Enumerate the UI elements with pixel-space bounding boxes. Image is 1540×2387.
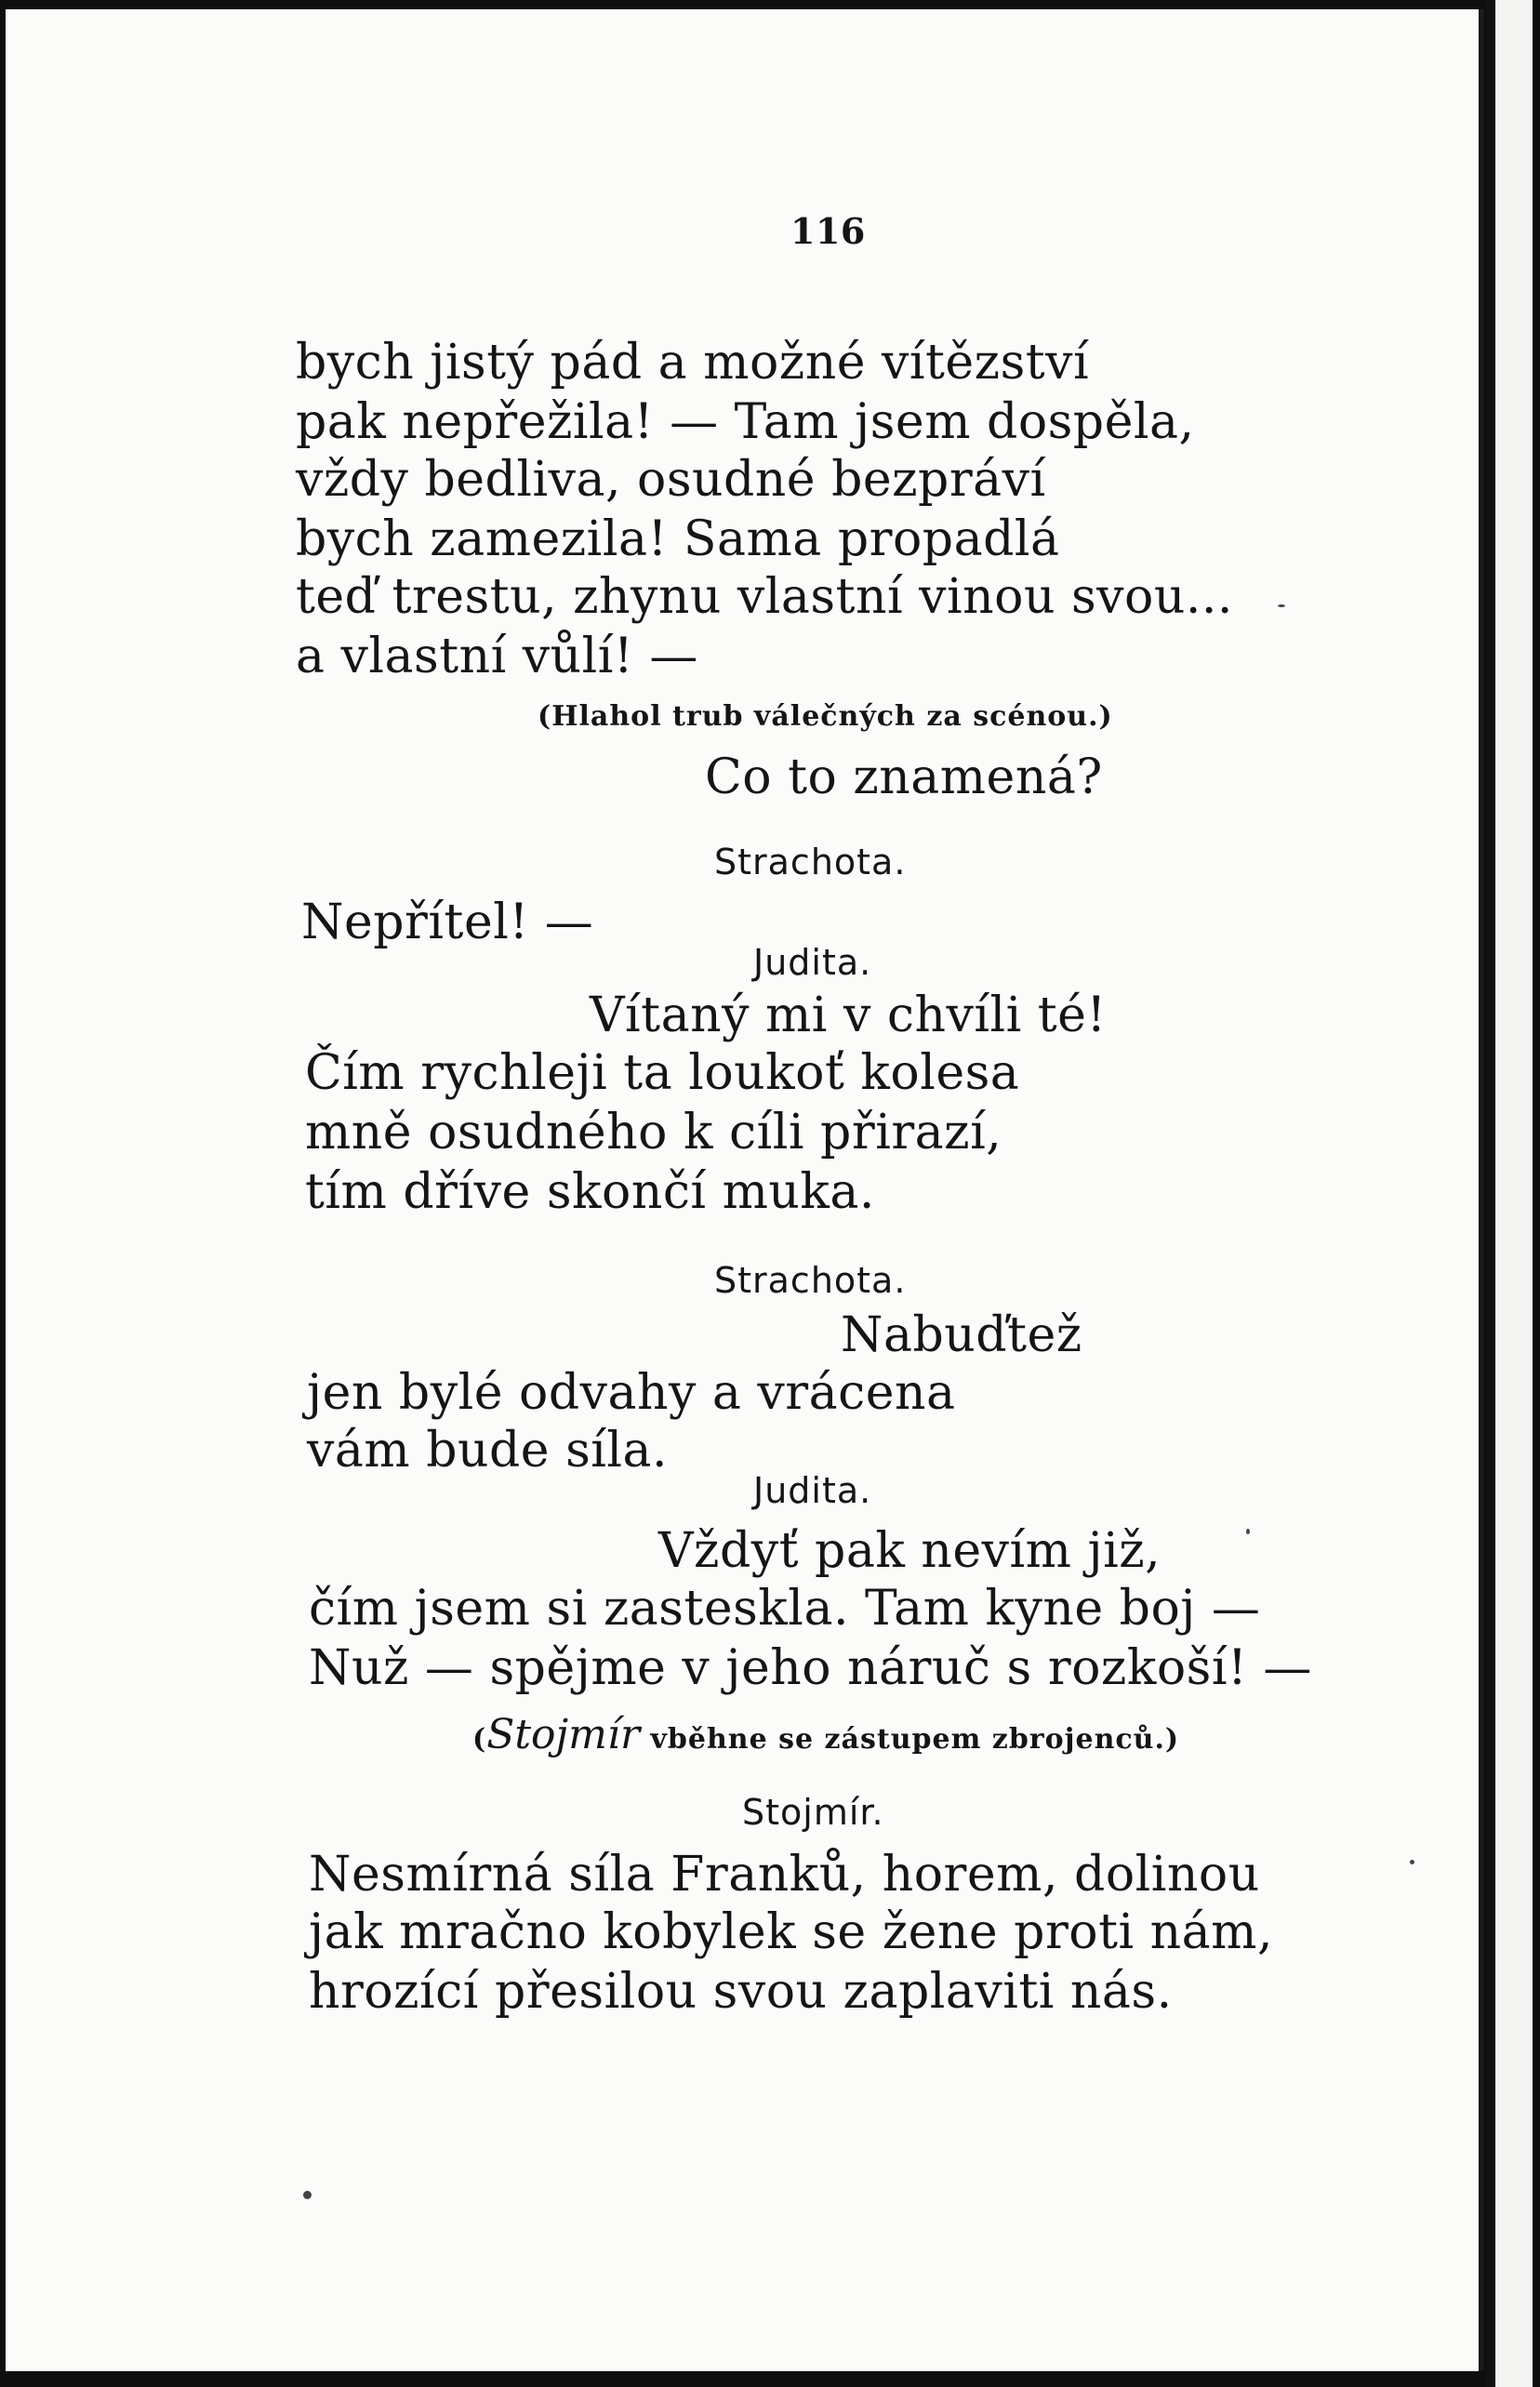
verse-line: a vlastní vůlí! — (296, 629, 698, 684)
paper-speck (1278, 604, 1285, 607)
verse-line: Čím rychleji ta loukoť kolesa (305, 1045, 1020, 1101)
stage-open-paren: ( (472, 1723, 487, 1756)
verse-line: jak mračno kobylek se žene proti nám, (309, 1904, 1273, 1960)
verse-line: Nepřítel! — (301, 895, 594, 950)
speaker-name: Strachota. (714, 1260, 907, 1301)
verse-line: Nesmírná síla Franků, horem, dolinou (309, 1847, 1260, 1903)
speaker-name: Stojmír. (742, 1792, 884, 1833)
verse-line: bych jistý pád a možné vítězství (296, 335, 1090, 391)
paper-speck (1410, 1860, 1414, 1864)
verse-line: mně osudného k cíli přirazí, (305, 1105, 1002, 1160)
verse-line: pak nepřežila! — Tam jsem dospěla, (296, 394, 1195, 450)
speaker-name: Judita. (753, 942, 872, 983)
speaker-name: Strachota. (714, 842, 907, 882)
paper-speck (303, 2191, 312, 2199)
stage-direction: (Hlahol trub válečných za scénou.) (538, 700, 1113, 733)
verse-line: vždy bedliva, osudné bezpráví (296, 452, 1046, 508)
verse-line: jen bylé odvahy a vrácena (307, 1365, 956, 1421)
page-number: 116 (790, 210, 866, 252)
speaker-name: Judita. (753, 1470, 872, 1511)
paper-speck (1246, 1529, 1250, 1534)
verse-line: Nabuďtež (841, 1307, 1082, 1363)
next-page-edge (1495, 0, 1533, 2387)
stage-direction-text: vběhne se zástupem zbrojenců.) (640, 1723, 1180, 1756)
verse-line: teď trestu, zhynu vlastní vinou svou... (296, 569, 1233, 625)
verse-line: Vždyť pak nevím již, (658, 1523, 1162, 1579)
book-page (6, 9, 1484, 2371)
verse-line: čím jsem si zasteskla. Tam kyne boj — (309, 1581, 1261, 1637)
verse-line: Vítaný mi v chvíli té! (590, 988, 1107, 1043)
verse-line: vám bude síla. (307, 1423, 669, 1479)
verse-line: hrozící přesilou svou zaplaviti nás. (309, 1964, 1173, 2020)
verse-line: Nuž — spějme v jeho náruč s rozkoší! — (309, 1640, 1312, 1696)
verse-line: Co to znamená? (705, 749, 1103, 805)
stage-direction (472, 1711, 1180, 1758)
stage-character-name: Stojmír (486, 1711, 640, 1758)
verse-line: bych zamezila! Sama propadlá (296, 511, 1060, 567)
verse-line: tím dříve skončí muka. (305, 1164, 875, 1220)
